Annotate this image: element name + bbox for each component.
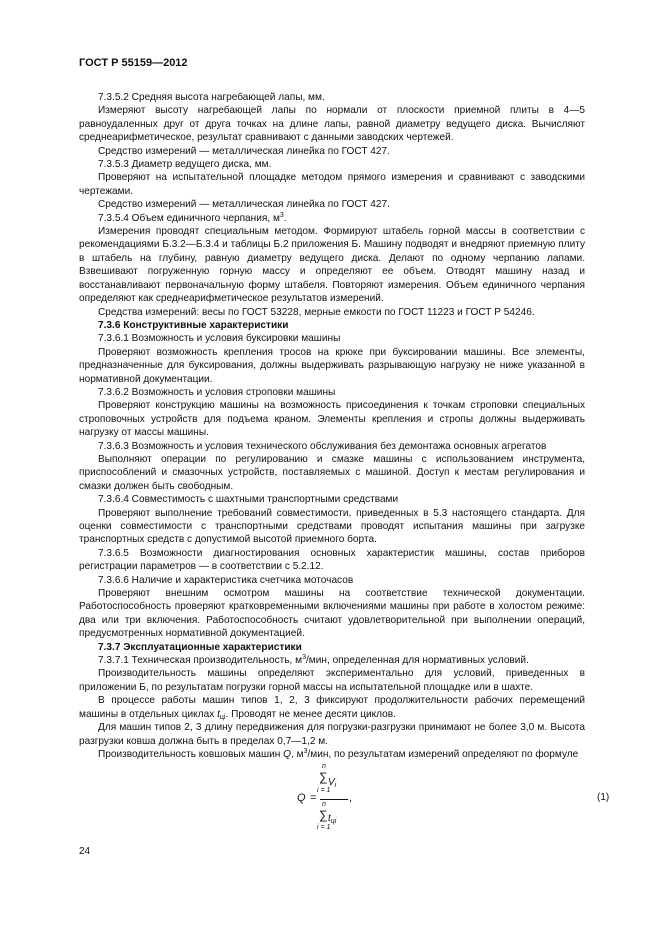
clause-7-3-6-1: 7.3.6.1 Возможность и условия буксировки машины [98, 333, 341, 345]
clause-7-3-5-3: 7.3.5.3 Диаметр ведущего диска, мм. [98, 159, 272, 171]
paragraph: Проверяют на испытательной площадке методом прямого измерения и сравнивают с заводскими чертежами. [79, 172, 585, 197]
sum-lower-limit: i = 1 [317, 787, 331, 794]
fraction-bar [320, 799, 348, 800]
clause-7-3-5-4: 7.3.5.4 Объем единичного черпания, $м^3$. [98, 211, 287, 224]
clause-7-3-6-2: 7.3.6.2 Возможность и условия строповки машины [98, 386, 336, 398]
section-heading-7-3-7: 7.3.7 Эксплуатационные характеристики [98, 641, 302, 653]
sum-symbol-numerator: ∑ [319, 770, 328, 784]
formula-comma: , [349, 792, 353, 804]
paragraph: Выполняют операции по регулированию и смазке машины с использованием инструмента, приспособлений и смазочных устройств, поставляемых с машиной. Доступ к местам регулирования и смазки должен быть свободным. [79, 453, 585, 492]
document-body [79, 91, 585, 761]
paragraph: Для машин типов 2, 3 длину передвижения для погрузки-разгрузки принимают не более 3,0 м. Высота разгрузки ковша должна быть в пределах 0,7—1,2 м. [79, 722, 585, 747]
formula-equals: = [310, 792, 317, 804]
clause-7-3-5-2: 7.3.5.2 Средняя высота нагребающей лапы, мм. [98, 92, 325, 103]
paragraph: Проверяют конструкцию машины на возможность присоединения к точкам строповки специальных строповочных устройств для подъема краном. Элементы крепления и стропы должны выдерживать нагрузку от массы машины. [79, 400, 585, 439]
clause-7-3-6-3: 7.3.6.3 Возможность и условия технического обслуживания без демонтажа основных агрегатов [98, 440, 547, 452]
formula-lhs: Q [297, 792, 306, 804]
document-header: ГОСТ Р 55159—2012 [79, 57, 188, 69]
paragraph: Производительность машины определяют экспериментально для условий, приведенных в приложении Б, по результатам погрузки горной массы на испытательной площадке или в шахте. [79, 668, 585, 693]
denominator-variable: $t_{ці}$ [328, 813, 337, 825]
clause-7-3-7-1: 7.3.7.1 Техническая производительность, $м^3$/мин, определенная для нормативных условий. [98, 654, 529, 667]
formula-number: (1) [597, 792, 610, 803]
paragraph: Производительность ковшовых машин Q, $м^3$/мин, по результатам измерений определяют по формуле [98, 747, 579, 760]
page-number: 24 [79, 846, 91, 857]
clause-7-3-6-4: 7.3.6.4 Совместимость с шахтными транспортными средствами [98, 494, 399, 506]
paragraph: Средство измерений — металлическая линейка по ГОСТ 427. [98, 145, 390, 157]
paragraph: Проверяют выполнение требований совместимости, приведенных в 5.3 настоящего стандарта. Для оценки совместимости с транспортными средствами проводят испытания машины при загрузке транспортных средств с допустимой высотой приемного борта. [79, 507, 585, 546]
numerator-variable: $V_i$ [328, 777, 337, 789]
sum-lower-limit: i = 1 [317, 824, 331, 831]
sum-upper-limit: n [322, 763, 326, 770]
formula-1 [297, 762, 617, 834]
sum-upper-limit: n [322, 801, 326, 808]
section-heading-7-3-6: 7.3.6 Конструктивные характеристики [98, 319, 289, 331]
paragraph: В процессе работы машин типов 1, 2, 3 фиксируют продолжительности рабочих перемещений машины в отдельных циклах $t_{ці}$. Проводят не менее десяти циклов. [79, 695, 585, 721]
paragraph: Средства измерений: весы по ГОСТ 53228, мерные емкости по ГОСТ 11223 и ГОСТ Р 54246. [98, 306, 535, 318]
paragraph: Измерения проводят специальным методом. Формируют штабель горной массы в соответствии с рекомендациями Б.3.2—Б.3.4 и таблицы Б.2 приложения Б. Машину подводят и внедряют приемную плиту в штабель на глубину, равную диаметру ведущего диска. Делают по одному черпанию лапами. Взвешивают погруженную горную массу и определяют ее объем. Отводят машину назад и восстанавливают первоначальную форму штабеля. Повторяют измерения. Объем единичного черпания определяют как среднеарифметическое результатов измерений. [79, 226, 585, 305]
paragraph: Средство измерений — металлическая линейка по ГОСТ 427. [98, 199, 390, 211]
clause-7-3-6-5: 7.3.6.5 Возможности диагностирования основных характеристик машины, состав приборов регистрации параметров — в соответствии с 5.2.12. [79, 547, 585, 573]
paragraph: Проверяют возможность крепления тросов на крюке при буксировании машины. Все элементы, предназначенные для буксирования, должны выдерживать разрывающую нагрузку не ниже указанной в нормативной документации. [79, 346, 585, 385]
clause-7-3-6-6: 7.3.6.6 Наличие и характеристика счетчика моточасов [98, 574, 354, 586]
paragraph: Проверяют внешним осмотром машины на соответствие технической документации. Работоспособность проверяют кратковременными включениями машины при работе в холостом режиме: два или три включения. Работоспособность считают удовлетворительной при выполнении операций, предусмотренных нормативной документацией. [79, 588, 585, 640]
paragraph: Измеряют высоту нагребающей лапы по нормали от плоскости приемной плиты в 4—5 равноудаленных друг от друга точках на длине лапы, равной диаметру ведущего диска. Вычисляют среднеарифметическое, результат сравнивают с данными заводских чертежей. [79, 105, 585, 144]
sum-symbol-denominator: ∑ [319, 808, 328, 822]
